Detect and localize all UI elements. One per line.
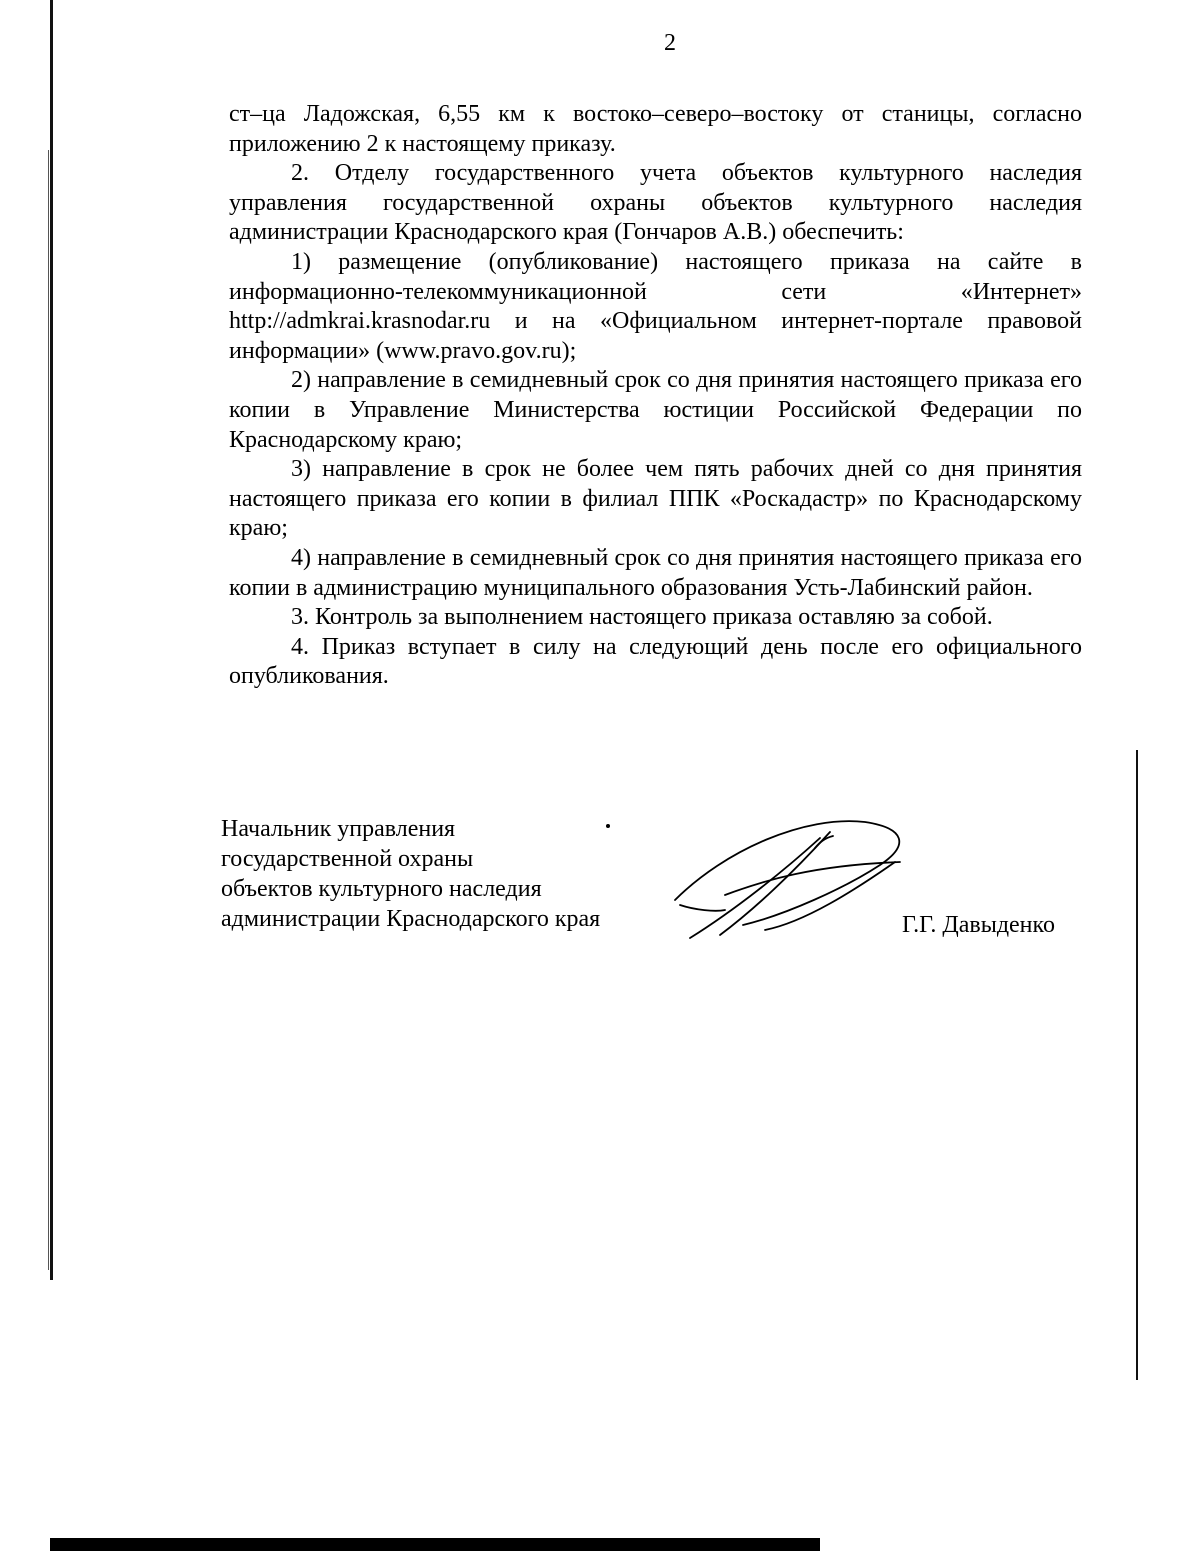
paragraph-subitem-1: 1) размещение (опубликование) настоящего приказа на сайте в информационно-телекоммуникационной сети «Интернет» http://admkrai.krasnodar.ru и на «Официальном интернет-портале правовой информации» (www.pravo.gov.ru); [229,248,1082,364]
scan-edge-bottom [50,1538,820,1551]
paragraph-subitem-4: 4) направление в семидневный срок со дня принятия настоящего приказа его копии в администрацию муниципального образования Усть-Лабинский район. [229,544,1082,601]
document-body [229,100,1082,692]
paragraph-item-2: 2. Отделу государственного учета объектов культурного наследия управления государственной охраны объектов культурного наследия администрации Краснодарского края (Гончаров А.В.) обеспечить: [229,160,1082,246]
handwritten-signature-icon [665,810,915,945]
page-number: 2 [664,30,676,56]
paragraph-item-4: 4. Приказ вступает в силу на следующий день после его официального опубликования. [229,633,1082,690]
paragraph-item-3: 3. Контроль за выполнением настоящего приказа оставляю за собой. [291,604,993,631]
scan-edge-left [50,0,53,1280]
paragraph-subitem-2: 2) направление в семидневный срок со дня принятия настоящего приказа его копии в Управление Министерства юстиции Российской Федерации по Краснодарскому краю; [229,367,1082,453]
signatory-title-line: государственной охраны [221,846,474,872]
signatory-title [221,814,600,934]
ink-dot [606,824,610,828]
paragraph-subitem-3: 3) направление в срок не более чем пять рабочих дней со дня принятия настоящего приказа его копии в филиал ППК «Роскадастр» по Краснодарскому краю; [229,456,1082,542]
scan-edge-right [1136,750,1138,1380]
signatory-title-line: Начальник управления [221,816,456,842]
paragraph-continuation: ст–ца Ладожская, 6,55 км к востоко–северо–востоку от станицы, согласно приложению 2 к настоящему приказу. [229,101,1082,157]
signatory-title-line: администрации Краснодарского края [221,906,601,932]
signer-name: Г.Г. Давыденко [902,912,1055,938]
scan-edge-left-thin [48,150,49,1270]
signatory-title-line: объектов культурного наследия [221,876,542,902]
